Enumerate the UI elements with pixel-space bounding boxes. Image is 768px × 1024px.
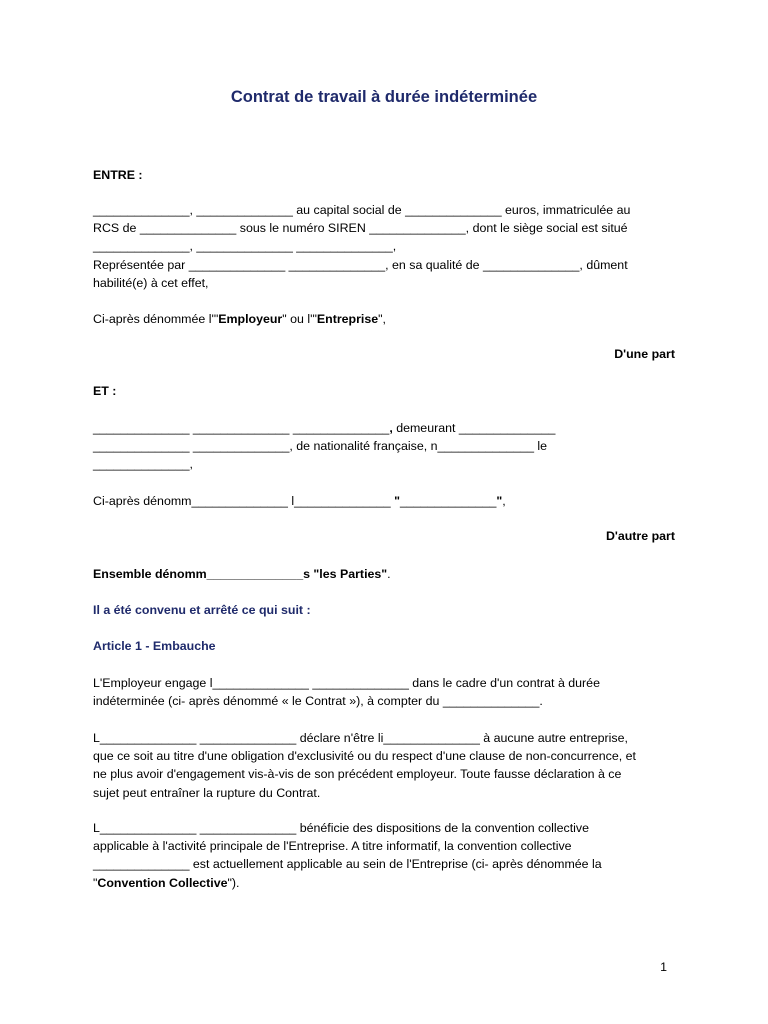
paragraph-line: sujet peut entraîner la rupture du Contrat. <box>93 785 321 800</box>
paragraph-line: "Convention Collective"). <box>93 875 240 890</box>
employeur-term: Employeur <box>218 312 283 326</box>
employer-line: RCS de ______________ sous le numéro SIREN ______________, dont le siège social est situé <box>93 221 628 236</box>
page-number: 1 <box>660 960 667 974</box>
employee-line: ______________, <box>93 457 193 472</box>
ensemble-line: Ensemble dénomm______________s "les Parties". <box>93 567 391 581</box>
employee-designation: Ci-après dénomm______________ l______________ "______________", <box>93 494 506 508</box>
paragraph-line: que ce soit au titre d'une obligation d'exclusivité ou du respect d'une clause de non-concurrence, et <box>93 749 636 764</box>
article-1-title: Article 1 - Embauche <box>93 639 216 653</box>
employee-line: ______________ ______________ ______________, demeurant ______________ <box>93 421 556 435</box>
employer-line: Représentée par ______________ ______________, en sa qualité de ______________, dûment <box>93 257 628 272</box>
article-1-paragraph-2 <box>93 729 675 802</box>
paragraph-line: ne plus avoir d'engagement vis-à-vis de son précédent employeur. Toute fausse déclaration à ce <box>93 767 622 782</box>
article-1-paragraph-3 <box>93 819 675 892</box>
document-title: Contrat de travail à durée indéterminée <box>230 88 538 106</box>
paragraph-line: L______________ ______________ bénéficie des dispositions de la convention collective <box>93 821 590 835</box>
entre-label: ENTRE : <box>93 168 143 182</box>
employer-block <box>93 201 675 292</box>
employee-block <box>93 419 675 474</box>
paragraph-line: applicable à l'activité principale de l'Entreprise. A titre informatif, la convention collective <box>93 839 572 854</box>
employer-line: ______________, ______________ ______________, <box>93 239 397 254</box>
paragraph-line: L______________ ______________ déclare n'être li______________ à aucune autre entreprise, <box>93 731 628 745</box>
employer-line: habilité(e) à cet effet, <box>93 275 209 290</box>
convenu-heading: Il a été convenu et arrêté ce qui suit : <box>93 603 311 617</box>
paragraph-line: indéterminée (ci- après dénommé « le Contrat »), à compter du ______________. <box>93 694 543 709</box>
article-1-paragraph-1 <box>93 674 675 710</box>
entreprise-term: Entreprise <box>316 312 379 326</box>
employer-line: ______________, ______________ au capital social de ______________ euros, immatriculée au <box>93 203 631 217</box>
paragraph-line: ______________ est actuellement applicable au sein de l'Entreprise (ci- après dénommée la <box>93 857 602 872</box>
d-autre-part: D'autre part <box>605 529 675 543</box>
paragraph-line: L'Employeur engage l______________ ______________ dans le cadre d'un contrat à durée <box>93 676 600 690</box>
employee-line: ______________ ______________, de nationalité française, n______________ le <box>93 439 548 454</box>
d-une-part: D'une part <box>614 347 675 361</box>
convention-collective-term: Convention Collective <box>97 875 228 890</box>
et-label: ET : <box>93 384 117 398</box>
employer-designation: Ci-après dénommée l'"Employeur" ou l'"Entreprise", <box>93 312 386 326</box>
